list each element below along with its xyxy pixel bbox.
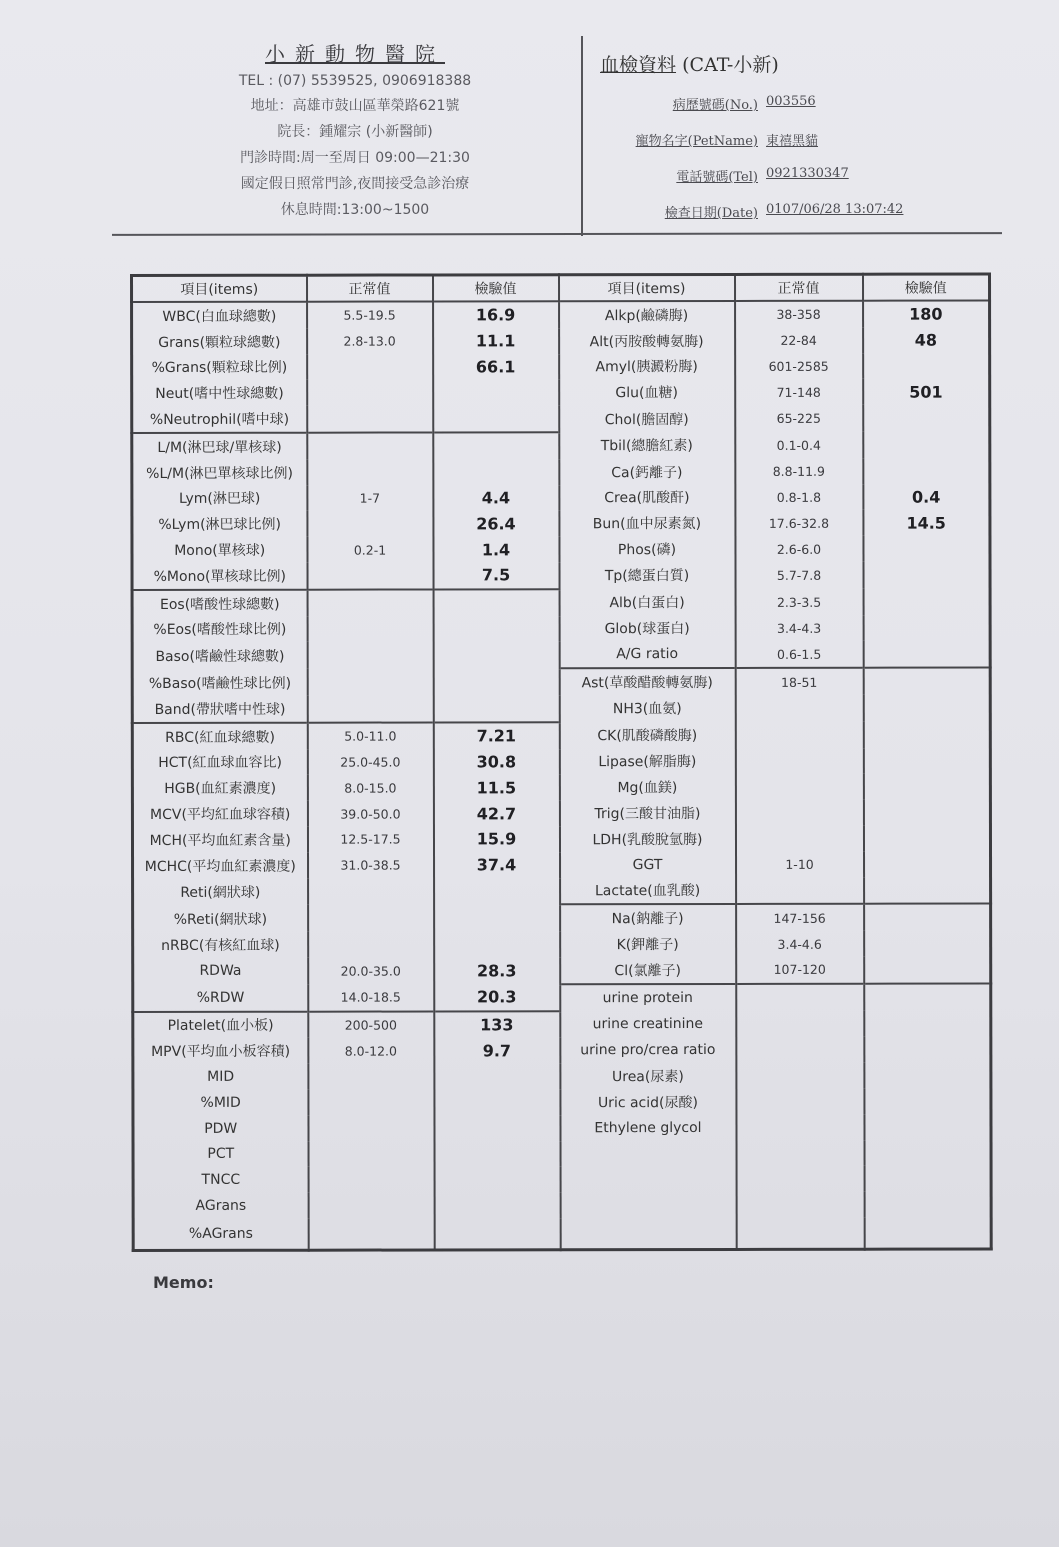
table-row: [132, 327, 990, 354]
left-normal-range: [308, 905, 434, 932]
left-item-name: %L/M(淋巴單核球比例): [132, 459, 307, 485]
left-item-name: Mono(單核球): [132, 537, 307, 563]
left-test-value: [434, 1218, 560, 1250]
table-row: [133, 983, 991, 1011]
table-row: [132, 748, 990, 775]
table-row: [132, 694, 990, 722]
right-test-value: [864, 1192, 991, 1218]
clinic-address: 地址：高雄市鼓山區華榮路621號: [250, 98, 460, 114]
right-normal-range: [736, 877, 864, 904]
lab-table-body: [132, 300, 992, 1250]
left-test-value: 133: [434, 1011, 560, 1038]
left-test-value: 9.7: [434, 1038, 560, 1064]
record-field-no: [600, 94, 980, 113]
record-field-key: 檢查日期(Date): [664, 206, 758, 221]
right-test-value: [863, 825, 990, 851]
right-item-name: Uric acid(尿酸): [560, 1089, 736, 1115]
clinic-hours: 門診時間:周一至周日 09:00—21:30: [240, 150, 470, 166]
left-test-value: 11.1: [433, 328, 559, 354]
right-normal-range: 0.6-1.5: [735, 641, 863, 668]
right-item-name: urine creatinine: [560, 1010, 736, 1037]
record-info: [600, 50, 980, 221]
left-normal-range: 12.5-17.5: [307, 826, 433, 852]
right-item-name: Alt(丙胺酸轉氨脢): [559, 328, 735, 354]
left-test-value: [433, 459, 559, 485]
record-field-key: 寵物名字(PetName): [635, 134, 758, 149]
left-item-name: Eos(嗜酸性球總數): [132, 589, 307, 616]
left-test-value: [434, 1115, 560, 1141]
table-row: [133, 1217, 991, 1250]
left-item-name: %Eos(嗜酸性球比例): [132, 616, 307, 642]
left-normal-range: [308, 1064, 434, 1090]
left-normal-range: [308, 1115, 434, 1141]
right-normal-range: [736, 1166, 864, 1192]
left-item-name: %MID: [133, 1090, 308, 1116]
right-test-value: [863, 615, 990, 641]
right-item-name: Lactate(血乳酸): [560, 877, 736, 904]
table-row: [132, 668, 990, 696]
right-normal-range: [735, 721, 863, 748]
right-normal-range: 65-225: [735, 405, 863, 432]
left-item-name: %Mono(單核球比例): [132, 563, 307, 590]
record-field-key: 電話號碼(Tel): [676, 170, 758, 185]
right-normal-range: [736, 983, 864, 1010]
table-row: [132, 536, 990, 563]
table-row: [132, 458, 990, 485]
record-field-value: 003556: [766, 94, 816, 109]
right-normal-range: 18-51: [735, 668, 863, 695]
left-item-name: RBC(紅血球總數): [132, 722, 307, 749]
table-row: [132, 561, 990, 589]
header-divider: [581, 36, 583, 236]
table-row: [132, 774, 990, 801]
left-test-value: 66.1: [433, 354, 559, 380]
record-title-label: 血檢資料: [600, 54, 677, 76]
table-row: [132, 641, 990, 669]
right-test-value: [863, 748, 990, 774]
left-normal-range: [307, 380, 433, 406]
left-test-value: 7.5: [433, 562, 559, 589]
header-items-left: 項目(items): [132, 275, 307, 302]
clinic-name: 小新動物醫院: [265, 42, 445, 66]
left-item-name: HCT(紅血球血容比): [132, 749, 307, 775]
left-normal-range: [307, 354, 433, 380]
left-test-value: 37.4: [434, 852, 560, 878]
left-item-name: %Grans(顆粒球比例): [132, 354, 307, 380]
right-test-value: [863, 694, 990, 721]
left-normal-range: 20.0-35.0: [308, 957, 434, 984]
right-normal-range: [736, 1089, 864, 1115]
left-normal-range: [307, 432, 433, 459]
left-test-value: [433, 642, 559, 669]
left-normal-range: [307, 406, 433, 433]
left-normal-range: 1-7: [307, 485, 433, 511]
left-item-name: %AGrans: [133, 1219, 308, 1251]
record-field-petname: [600, 130, 980, 149]
left-item-name: MCH(平均血紅素含量): [132, 827, 307, 853]
right-item-name: Ast(草酸醋酸轉氨脢): [559, 668, 735, 695]
left-normal-range: [308, 1089, 434, 1115]
left-test-value: 15.9: [433, 826, 559, 852]
right-normal-range: 22-84: [735, 328, 863, 354]
right-item-name: Phos(磷): [559, 536, 735, 562]
left-test-value: [434, 1089, 560, 1115]
left-item-name: WBC(白血球總數): [132, 302, 307, 329]
right-normal-range: [736, 1192, 864, 1218]
left-test-value: [433, 405, 559, 432]
record-field-value: 0107/06/28 13:07:42: [766, 202, 904, 217]
right-test-value: [863, 458, 990, 484]
right-normal-range: 5.7-7.8: [735, 562, 863, 589]
right-test-value: 180: [863, 300, 990, 327]
right-normal-range: 0.1-0.4: [735, 432, 863, 459]
right-normal-range: 3.4-4.3: [735, 615, 863, 641]
right-test-value: [864, 904, 991, 931]
right-test-value: [863, 536, 990, 562]
left-normal-range: [308, 878, 434, 905]
table-row: [133, 1166, 991, 1193]
left-item-name: MCHC(平均血紅素濃度): [133, 852, 308, 878]
table-row: [133, 1063, 991, 1090]
right-test-value: [864, 956, 991, 983]
right-normal-range: [735, 774, 863, 800]
right-test-value: [863, 800, 990, 826]
right-test-value: [864, 851, 991, 877]
right-item-name: K(鉀離子): [560, 931, 736, 957]
table-row: [133, 1140, 991, 1167]
right-test-value: 501: [863, 379, 990, 405]
right-test-value: [863, 774, 990, 800]
left-item-name: Baso(嗜鹼性球總數): [132, 642, 307, 669]
right-test-value: [864, 1166, 991, 1192]
left-item-name: Grans(顆粒球總數): [132, 328, 307, 354]
right-normal-range: [736, 1218, 864, 1250]
left-item-name: %RDW: [133, 984, 308, 1011]
left-item-name: MID: [133, 1064, 308, 1090]
clinic-rest: 休息時間:13:00~1500: [280, 202, 430, 218]
left-normal-range: 0.2-1: [307, 537, 433, 563]
right-normal-range: 8.8-11.9: [735, 459, 863, 485]
right-normal-range: [735, 695, 863, 722]
table-row: [133, 1037, 991, 1064]
right-item-name: LDH(乳酸脫氫脢): [559, 826, 735, 852]
left-test-value: 20.3: [434, 984, 560, 1011]
left-test-value: [433, 695, 559, 722]
right-test-value: [863, 431, 990, 458]
left-item-name: %Neutrophil(嗜中球): [132, 406, 307, 433]
table-header-row: [132, 274, 990, 302]
right-test-value: [864, 983, 991, 1010]
record-field-value: 東禧黑貓: [766, 134, 819, 149]
right-test-value: [864, 1088, 991, 1114]
table-row: [132, 588, 990, 616]
record-title-suffix: (CAT-小新): [682, 54, 779, 76]
left-item-name: MCV(平均紅血球容積): [132, 801, 307, 827]
right-item-name: Cl(氯離子): [560, 957, 736, 984]
right-item-name: Glu(血糖): [559, 379, 735, 405]
table-row: [133, 1114, 991, 1141]
left-normal-range: 8.0-12.0: [308, 1038, 434, 1064]
right-item-name: [560, 1166, 736, 1192]
left-test-value: 42.7: [433, 800, 559, 826]
clinic-holiday: 國定假日照常門診,夜間接受急診治療: [240, 176, 470, 192]
left-normal-range: 31.0-38.5: [308, 852, 434, 878]
header-value-right: 檢驗值: [863, 274, 990, 301]
right-item-name: Crea(肌酸酐): [559, 485, 735, 511]
right-normal-range: 38-358: [735, 301, 863, 328]
left-test-value: 28.3: [434, 957, 560, 984]
left-item-name: Reti(網狀球): [133, 878, 308, 905]
right-item-name: CK(肌酸磷酸脢): [559, 722, 735, 749]
left-normal-range: [307, 562, 433, 589]
header-normal-right: 正常值: [735, 274, 863, 301]
left-item-name: RDWa: [133, 958, 308, 985]
record-field-tel: [600, 166, 980, 185]
left-test-value: 7.21: [433, 722, 559, 749]
left-normal-range: 5.5-19.5: [307, 301, 433, 328]
right-test-value: [864, 1037, 991, 1063]
table-row: [133, 1010, 991, 1038]
right-item-name: Tbil(總膽紅素): [559, 432, 735, 459]
right-item-name: Ca(鈣離子): [559, 459, 735, 485]
right-normal-range: [735, 748, 863, 774]
right-item-name: [560, 1218, 736, 1250]
left-item-name: PDW: [133, 1115, 308, 1141]
left-normal-range: [308, 1141, 434, 1167]
right-normal-range: 2.6-6.0: [735, 536, 863, 562]
table-row: [132, 405, 990, 433]
right-test-value: 0.4: [863, 484, 990, 510]
left-test-value: [434, 878, 560, 905]
right-test-value: [864, 1010, 991, 1037]
right-test-value: [863, 668, 990, 695]
left-test-value: [434, 1063, 560, 1089]
left-normal-range: 2.8-13.0: [307, 328, 433, 354]
right-item-name: Glob(球蛋白): [559, 616, 735, 642]
left-normal-range: [307, 669, 433, 696]
right-test-value: [864, 1063, 991, 1089]
table-row: [133, 877, 991, 905]
left-item-name: PCT: [133, 1141, 308, 1167]
left-item-name: TNCC: [133, 1167, 308, 1193]
header-items-right: 項目(items): [559, 274, 735, 301]
header-normal-left: 正常值: [307, 275, 433, 302]
left-normal-range: [308, 932, 434, 958]
right-test-value: [864, 1140, 991, 1166]
left-normal-range: [308, 1218, 434, 1250]
right-normal-range: [736, 1063, 864, 1089]
right-test-value: 14.5: [863, 510, 990, 536]
table-row: [133, 1192, 991, 1219]
right-test-value: [863, 641, 990, 668]
right-item-name: Chol(膽固醇): [559, 405, 735, 432]
left-test-value: [434, 905, 560, 932]
left-test-value: [433, 380, 559, 406]
right-item-name: urine pro/crea ratio: [560, 1037, 736, 1063]
table-row: [132, 379, 990, 406]
right-item-name: urine protein: [560, 984, 736, 1011]
table-row: [132, 431, 990, 459]
right-test-value: [863, 561, 990, 588]
right-item-name: Tp(總蛋白質): [559, 562, 735, 589]
right-test-value: [864, 931, 991, 957]
left-item-name: nRBC(有核紅血球): [133, 932, 308, 958]
right-test-value: 48: [863, 327, 990, 353]
left-item-name: MPV(平均血小板容積): [133, 1038, 308, 1064]
right-item-name: Bun(血中尿素氮): [559, 510, 735, 536]
left-item-name: Neut(嗜中性球總數): [132, 380, 307, 406]
left-test-value: [433, 616, 559, 642]
left-normal-range: [307, 616, 433, 642]
right-item-name: [560, 1192, 736, 1218]
clinic-director: 院長：鍾耀宗 (小新醫師): [277, 124, 433, 140]
left-normal-range: [307, 642, 433, 669]
table-row: [132, 300, 990, 328]
left-normal-range: 5.0-11.0: [307, 722, 433, 749]
right-item-name: Alkp(鹼磷脢): [559, 301, 735, 328]
right-normal-range: 2.3-3.5: [735, 588, 863, 615]
table-row: [132, 353, 990, 380]
left-normal-range: 39.0-50.0: [307, 801, 433, 827]
left-item-name: HGB(血紅素濃度): [132, 775, 307, 801]
left-item-name: %Lym(淋巴球比例): [132, 511, 307, 537]
right-test-value: [864, 1217, 991, 1249]
right-item-name: Urea(尿素): [560, 1063, 736, 1089]
left-test-value: [434, 1141, 560, 1167]
table-row: [132, 800, 990, 827]
left-normal-range: [307, 459, 433, 485]
lab-results-table: [130, 272, 993, 1251]
right-normal-range: 71-148: [735, 379, 863, 405]
table-row: [132, 484, 990, 511]
right-item-name: Ethylene glycol: [560, 1115, 736, 1141]
right-normal-range: [735, 826, 863, 852]
table-row: [133, 956, 991, 984]
right-item-name: Alb(白蛋白): [559, 589, 735, 616]
clinic-tel: TEL : (07) 5539525, 0906918388: [238, 73, 472, 89]
right-normal-range: 601-2585: [735, 353, 863, 379]
table-row: [132, 615, 990, 642]
right-normal-range: [736, 1114, 864, 1140]
right-item-name: Na(鈉離子): [560, 904, 736, 931]
right-normal-range: [736, 1140, 864, 1166]
right-item-name: Amyl(胰澱粉脢): [559, 354, 735, 380]
clinic-header: [200, 38, 510, 219]
right-item-name: Mg(血鎂): [559, 774, 735, 800]
table-row: [133, 851, 991, 878]
left-normal-range: [308, 1193, 434, 1219]
table-row: [133, 931, 991, 958]
table-row: [132, 825, 990, 852]
record-field-value: 0921330347: [766, 166, 849, 181]
right-normal-range: 17.6-32.8: [735, 510, 863, 536]
record-field-key: 病歷號碼(No.): [672, 98, 758, 113]
left-normal-range: 200-500: [308, 1011, 434, 1038]
left-item-name: Lym(淋巴球): [132, 485, 307, 511]
left-item-name: Platelet(血小板): [133, 1011, 308, 1038]
header-rule: [112, 232, 1002, 236]
record-field-date: [600, 202, 980, 221]
left-test-value: 11.5: [433, 775, 559, 801]
right-normal-range: 147-156: [736, 904, 864, 931]
right-item-name: Lipase(解脂脢): [559, 748, 735, 774]
left-item-name: Band(帶狀嗜中性球): [132, 696, 307, 723]
table-row: [132, 721, 990, 749]
table-row: [132, 510, 990, 537]
right-test-value: [864, 877, 991, 904]
table-row: [133, 904, 991, 932]
left-normal-range: 14.0-18.5: [308, 984, 434, 1011]
left-test-value: [433, 668, 559, 695]
left-test-value: [433, 589, 559, 616]
right-normal-range: 3.4-4.6: [736, 931, 864, 957]
right-test-value: [864, 1114, 991, 1140]
left-test-value: 4.4: [433, 485, 559, 511]
right-test-value: [863, 405, 990, 432]
left-test-value: [434, 931, 560, 957]
right-item-name: GGT: [560, 852, 736, 878]
right-test-value: [863, 721, 990, 748]
left-normal-range: 25.0-45.0: [307, 749, 433, 775]
right-item-name: Trig(三酸甘油脂): [559, 800, 735, 826]
left-normal-range: [308, 1167, 434, 1193]
left-test-value: [433, 432, 559, 459]
header-value-left: 檢驗值: [433, 275, 559, 302]
left-item-name: %Baso(嗜鹼性球比例): [132, 669, 307, 696]
left-item-name: %Reti(網狀球): [133, 905, 308, 932]
table-row: [133, 1088, 991, 1115]
right-item-name: A/G ratio: [559, 641, 735, 668]
right-test-value: [863, 588, 990, 615]
left-test-value: 26.4: [433, 511, 559, 537]
left-normal-range: 8.0-15.0: [307, 775, 433, 801]
left-item-name: L/M(淋巴球/單核球): [132, 433, 307, 460]
right-normal-range: 1-10: [736, 851, 864, 877]
left-test-value: 1.4: [433, 536, 559, 562]
record-title: [600, 50, 980, 77]
left-test-value: [434, 1192, 560, 1218]
left-item-name: AGrans: [133, 1193, 308, 1219]
left-test-value: [434, 1167, 560, 1193]
right-normal-range: 0.8-1.8: [735, 484, 863, 510]
right-normal-range: 107-120: [736, 957, 864, 984]
left-normal-range: [307, 589, 433, 616]
left-normal-range: [307, 695, 433, 722]
left-normal-range: [307, 511, 433, 537]
right-item-name: NH3(血氨): [559, 695, 735, 722]
left-test-value: 16.9: [433, 301, 559, 328]
memo-label: Memo:: [153, 1273, 214, 1292]
right-normal-range: [736, 1037, 864, 1063]
right-normal-range: [735, 800, 863, 826]
right-item-name: [560, 1140, 736, 1166]
left-test-value: 30.8: [433, 749, 559, 775]
right-test-value: [863, 353, 990, 379]
right-normal-range: [736, 1010, 864, 1037]
